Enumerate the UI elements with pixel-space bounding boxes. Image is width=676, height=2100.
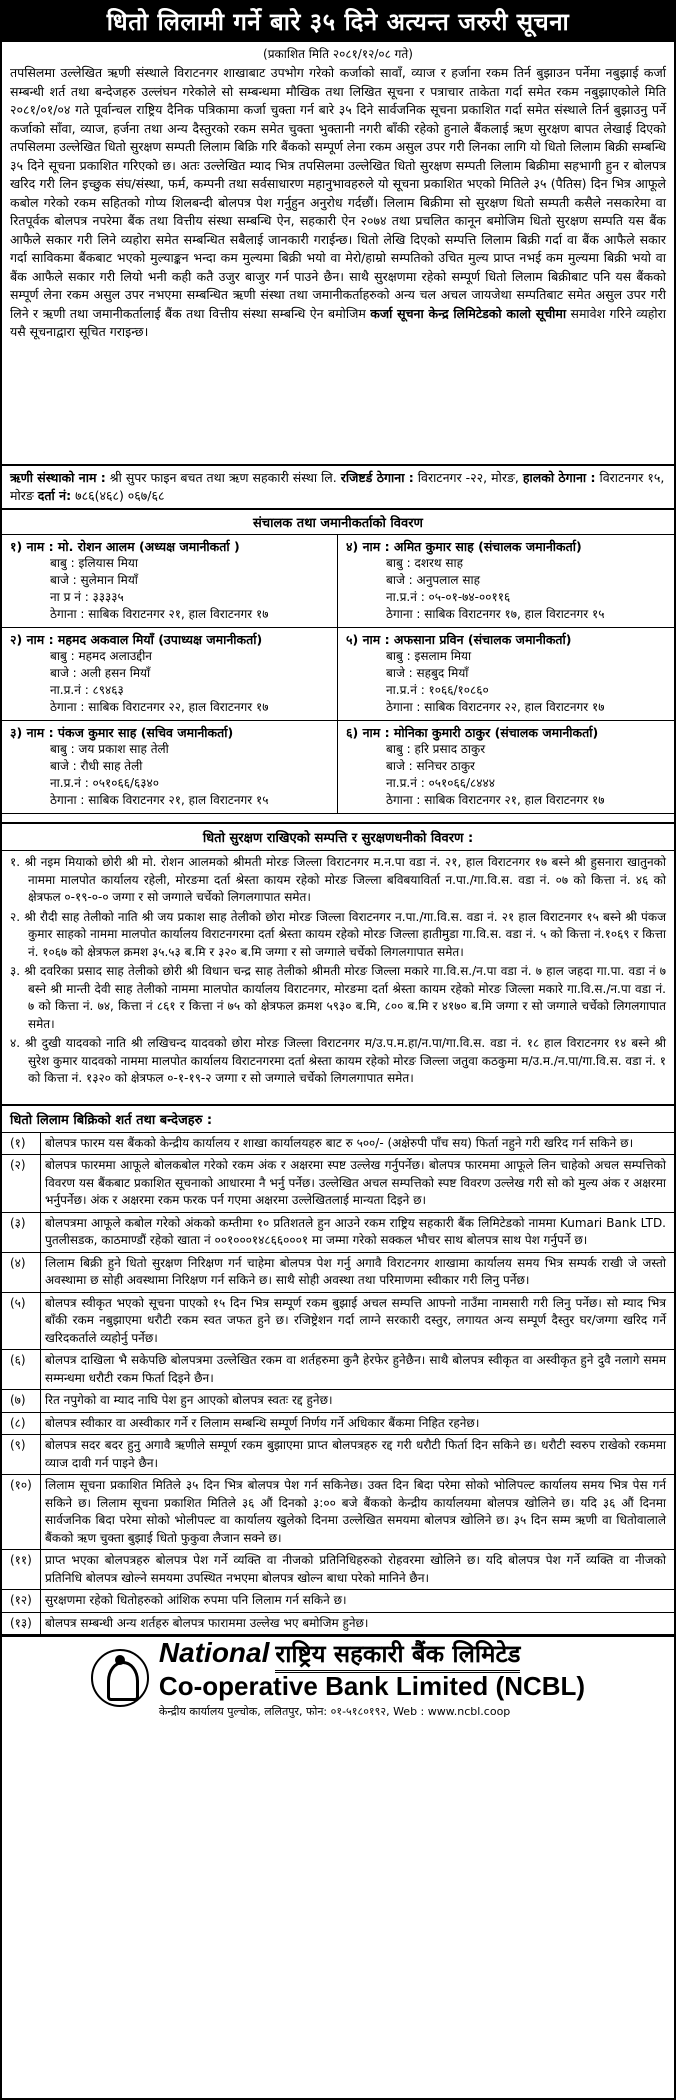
condition-number: (१०) xyxy=(10,1478,32,1492)
condition-number: (९) xyxy=(10,1438,26,1452)
brand-english-name: Co-operative Bank Limited (NCBL) xyxy=(158,1671,586,1701)
property-item: २. श्री रौदी साह तेलीको नाति श्री जय प्रकाश साह तेलीको छोरा मोरङ जिल्ला विराटनगर न.पा./गा.वि.स. वडा नं. २१ हाल विराटनगर १५ बस्ने श्री पंकज कुमार साहको नाममा मालपोत कार्यालय विराटनगरमा दर्ता श्रेस्ता कायम रहेको मोरङ जिल्ला हातीमुडा गा.वि.स. वडा नं. ५ को कित्ता नं.१०६९ र कित्ता नं. १०६७ को क्षेत्रफल क्रमश ३५.५३ ब.मि र ३२० ब.मि जग्गा र सो जग्गाले चर्चेको लिगलगापात समेत। xyxy=(10,909,666,959)
guarantor-section-title: संचालक तथा जमानीकर्ताको विवरण xyxy=(2,508,674,535)
condition-item xyxy=(2,1590,674,1613)
guarantor-father: बाबु : महमद अलाउद्दीन xyxy=(50,649,152,663)
borrower-darta-label: दर्ता नं: xyxy=(37,488,72,503)
condition-text: बोलपत्र दाखिला भै सकेपछि बोलपत्रमा उल्लेखित रकम वा शर्तहरुमा कुनै हेरफेर हुनेछैन। साथै बोलपत्र स्वीकृत वा अस्वीकृत हुने दुवै नलागे समम सम्मन्धमा धरौटी रकम फिर्ता दिइने छैन। xyxy=(40,1350,674,1389)
guarantor-name: ४) नाम : अमित कुमार साह (संचालक जमानीकर्ता) xyxy=(346,539,582,554)
condition-text: बोलपत्र स्वीकृत भएको सूचना पाएको १५ दिन भित्र सम्पूर्ण रकम बुझाई अचल सम्पत्ति आफ्नो नाउँमा नामसारी गरी लिनु पर्नेछ। सो म्याद भित्र बाँकी रकम नबुझाएमा धरौटी रकम स्वत जफत हुने छ। रजिष्ट्रेशन गर्दा लाग्ने सरकारी दस्तुर, लगायत अन्य सम्पूर्ण दैस्तुर घर/जग्गा खरिद गर्ने खरिदकर्ताले व्यहोर्नु पर्नेछ। xyxy=(40,1293,674,1350)
condition-text: लिलाम बिक्री हुने धितो सुरक्षण निरिक्षण गर्न चाहेमा बोलपत्र पेश गर्नु अगावै विराटनगर शाखामा कार्यालय समय भित्र सम्पर्क राखी जे जस्तो अवस्थामा छ सोही अवस्थामा निरिक्षण गर्न सकिने छ। साथै सोही अवस्था तथा परिमाणमा स्वीकार गरी लिनु पर्नेछ। xyxy=(40,1253,674,1292)
guarantor-father: बाबु : दशरथ साह xyxy=(386,556,463,570)
condition-number: (४) xyxy=(10,1255,26,1270)
bank-footer xyxy=(2,1635,674,1719)
condition-text: सुरक्षणमा रहेको धितोहरुको आंशिक रुपमा पनि लिलाम गर्न सकिने छ। xyxy=(40,1590,674,1612)
condition-item xyxy=(2,1475,674,1550)
condition-text: बोलपत्रमा आफूले कबोल गरेको अंकको कम्तीमा १० प्रतिशतले हुन आउने रकम राष्ट्रिय सहकारी बैंक लिमिटेडको नाममा Kumari Bank LTD. पुतलीसडक, काठमाण्डौं रहेको खाता नं ००१०००१४८६६०००१ मा जम्मा गरेको सक्कल भौचर साथ बोलपत्र साथ पेश गर्नुपर्ने छ। xyxy=(40,1213,674,1252)
brand-national: National xyxy=(158,1637,270,1668)
conditions-list xyxy=(2,1133,674,1636)
property-section-title: धितो सुरक्षण राखिएको सम्पत्ति र सुरक्षणधनीको विवरण : xyxy=(2,824,674,851)
guarantor-citizenship: ना.प्र.नं : ०५१०६६/६३४० xyxy=(50,776,160,790)
guarantor-address: ठेगाना : साबिक विराटनगर १७, हाल विराटनगर १५ xyxy=(386,607,605,621)
condition-text: बोलपत्र सदर बदर हुनु अगावै ऋणीले सम्पूर्ण रकम बुझाएमा प्राप्त बोलपत्रहरु रद्द गरी धरौटी फिर्ता दिन सकिने छ। धरौटी स्वरुप राखेको रकममा व्याज दावी गर्न पाइने छैन। xyxy=(40,1435,674,1474)
borrower-reg-label: रजिष्टर्ड ठेगाना : xyxy=(340,470,414,485)
guarantor-address: ठेगाना : साबिक विराटनगर २१, हाल विराटनगर १७ xyxy=(50,607,269,621)
guarantor-grandfather: बाजे : सहबुद मियाँ xyxy=(386,666,469,680)
condition-text: बोलपत्र सम्बन्धी अन्य शर्तहरु बोलपत्र फाराममा उल्लेख भए बमोजिम हुनेछ। xyxy=(40,1613,674,1635)
condition-text: बोलपत्र फारममा आफूले बोलकबोल गरेको रकम अंक र अक्षरमा स्पष्ट उल्लेख गर्नुपर्नेछ। बोलपत्र फारममा आफूले लिन चाहेको अचल सम्पत्तिको विवरण यस बैंकबाट प्रकाशित सूचनाको आधारमा नै भर्नु पर्नेछ। उल्लेखित अचल सम्पत्तिको स्पष्ट विवरण उल्लेख गरी सो को मुल्य अंक र अक्षरमा भर्नुपर्नेछ। अंक र अक्षरमा रकम फरक पर्न गएमा अक्षरमा उल्लेखितलाई मान्यता दिइने छ। xyxy=(40,1155,674,1212)
condition-text: बोलपत्र फारम यस बैंकको केन्द्रीय कार्यालय र शाखा कार्यालयहरु बाट रु ५००/- (अक्षेरुपी पाँच सय) फिर्ता नहुने गरी खरिद गर्न सकिने छ। xyxy=(40,1133,674,1155)
condition-text: बोलपत्र स्वीकार वा अस्वीकार गर्ने र लिलाम सम्बन्धि सम्पूर्ण निर्णय गर्ने अधिकार बैंकमा निहित रहनेछ। xyxy=(40,1413,674,1435)
property-list xyxy=(2,851,674,1096)
guarantor-address: ठेगाना : साबिक विराटनगर २२, हाल विराटनगर १७ xyxy=(386,700,605,714)
borrower-cur-label: हालको ठेगाना : xyxy=(522,470,596,485)
borrower-name: श्री सुपर फाइन बचत तथा ऋण सहकारी संस्था लि. xyxy=(109,470,337,485)
guarantor-address: ठेगाना : साबिक विराटनगर २१, हाल विराटनगर १५ xyxy=(50,793,269,807)
borrower-label: ऋणी संस्थाको नाम : xyxy=(10,470,106,485)
condition-item xyxy=(2,1413,674,1436)
guarantor-citizenship: ना प्र नं : ३३३३५ xyxy=(50,590,124,604)
guarantor-name: ६) नाम : मोनिका कुमारी ठाकुर (संचालक जमानीकर्ता) xyxy=(346,725,599,740)
condition-item xyxy=(2,1213,674,1253)
borrower-darta: ७८६(४६८) ०६७/६८ xyxy=(75,488,165,503)
guarantor-card xyxy=(2,628,338,721)
condition-item xyxy=(2,1133,674,1156)
guarantor-citizenship: ना.प्र.नं : ०५-०१-७४-००११६ xyxy=(386,590,511,604)
guarantor-father: बाबु : जय प्रकाश साह तेली xyxy=(50,742,169,756)
spacer xyxy=(2,1096,674,1104)
guarantor-card xyxy=(2,721,338,814)
intro-tail: समावेश गरिने व्यहोरा यसै सूचनाद्वारा सूचित गराइन्छ। xyxy=(10,305,667,339)
condition-text: लिलाम सूचना प्रकाशित मितिले ३५ दिन भित्र बोलपत्र पेश गर्न सकिनेछ। उक्त दिन बिदा परेमा सोको भोलिपल्ट कार्यालय समय भित्र पेस गर्न सकिने छ। लिलाम सूचना प्रकाशित मितिले ३६ औं दिनको ३:०० बजे बैंकको केन्द्रीय कार्यालयमा बोलपत्र खोलिने छ। यदि ३६ औं दिनमा सार्वजनिक बिदा परेमा सोको भोलीपल्ट वा कार्यालय खुलेको दिनमा उल्लेखित समयमा बोलपत्र खोलिने छ। ३५ दिन सम्म ऋणी वा धितोवालाले बैंकको ऋण चुक्ता बुझाई धितो फुकुवा लैजान सक्ने छ। xyxy=(40,1475,674,1549)
published-date: (प्रकाशित मिति २०८१/१२/०८ गते) xyxy=(263,47,413,61)
guarantor-grid xyxy=(2,535,674,814)
condition-number: (११) xyxy=(10,1553,32,1567)
guarantor-grandfather: बाजे : अली हसन मियाँ xyxy=(50,666,151,680)
intro-body: तपसिलमा उल्लेखित ऋणी संस्थाले विराटनगर शाखाबाट उपभोग गरेको कर्जाको सावाँ, व्याज र हर्जाना रकम तिर्न बुझाउन पर्नेमा नबुझाई कर्जा सम्बन्धी शर्त तथा बन्देजहरु उल्लंघन गरेकोले सो सम्बन्धमा मौखिक तथा लिखित सूचना र पत्राचार ताकेता गर्दा समेत रकम नबुझाएकोले मिति २०८१/०१/०४ गते पूर्वान्चल राष्ट्रिय दैनिक पत्रिकामा कर्जा चुक्ता गर्न बारे ३५ दिने सार्वजनिक सूचना प्रकाशित गर्दा समेत संस्थाले तिर्न बुझाउनु पर्ने कर्जाको साँवा, व्याज, हर्जना तथा अन्य दैस्तुरको रकम समेत चुक्ता भुक्तानी नगरी बाँकी रहेको हुनाले बैंकलाई ऋण सुरक्षण बापत लेखाई दिएको तपसिलमा उल्लेखित धितो सुरक्षण सम्पती लिलाम बिक्रि गरि बैंकको सम्पूर्ण लेना रकम असुल उपर गरी लिनका लागि यो धितो लिलाम बिक्री सम्बन्धि ३५ दिने सूचना प्रकाशित गरिएको छ। अतः उल्लेखित म्याद भित्र तपसिलमा उल्लेखित धितो सुरक्षण सम्पती लिलाम बिक्रीमा सहभागी हुन र बोलपत्र खरिद गरी लिन इच्छुक संघ/संस्था, फर्म, कम्पनी तथा सर्वसाधारण महानुभावहरुले यो सूचना प्रकाशित भएको मितिले ३५ (पैतिस) दिन भित्र आफूले कबोल गरेको रकम सहितको गोप्य शिलबन्दी बोलपत्र पेश गर्नुहुन अनुरोध गर्दछौं। लिलाम बिक्रीमा सो सुरक्षण धितो सम्पती कसैले नसकारेमा वा रितपूर्वक बोलपत्र नपरेमा बैंक तथा वित्तीय संस्था सम्बन्धि ऐन, सहकारी ऐन २०७४ तथा प्रचलित कानून बमोजिम धितो सुरक्षण सम्पति यस बैंक आफैले सकार गरी लिने व्यहोरा समेत सम्बन्धित सबैलाई जानकारी गराईन्छ। धितो लेखि दिएको सम्पत्ति लिलाम बिक्री गर्दा वा बैंक आफैले सकार गर्दा साविकमा बैंकबाट भएको मुल्याङ्कन भन्दा कम मुल्यमा बिक्री भयो वा मेरो/हाम्रो सम्पतिको उचित मुल्य प्राप्त नभई कम मुल्यमा बिक्री भयो वा बैंक आफैले सकार गरी लियो भनी कही कतै उजुर बाजुर गर्न पाउने छैन। साथै सुरक्षणमा रहेको सम्पूर्ण धितो लिलाम बिक्रीबाट पनि यस बैंकको सम्पूर्ण लेना रकम असुल उपर नभएमा सम्बन्धित ऋणी संस्था तथा जमानीकर्ताहरुको अन्य चल अचल जायजेथा सम्पतिबाट समेत असुल उपर गरी लिने र ऋणी तथा जमानीकर्तालाई बैंक तथा वित्तीय संस्था सम्बन्धि ऐन बमोजिम xyxy=(10,65,666,321)
guarantor-name: ५) नाम : अफसाना प्रविन (संचालक जमानीकर्ता) xyxy=(346,632,572,647)
bank-logo-icon xyxy=(91,1649,149,1707)
condition-number: (३) xyxy=(10,1215,26,1230)
property-item: ३. श्री दवरिका प्रसाद साह तेलीको छोरी श्री विधान चन्द्र साह तेलीको श्रीमती मोरङ जिल्ला मकारे गा.वि.स./न.पा वडा नं. ७ हाल जहदा गा.पा. वडा नं ७ बस्ने श्री मान्ती देवी साह तेलीको नाममा मालपोत कार्यालय विराटनगर, मोरङमा दर्ता श्रेस्ता कायम रहेको मोरङ जिल्ला मकारे गा.वि.स./न.पा वडा नं. ७ को कित्ता नं. ७४, कित्ता नं ८६१ र कित्ता नं ७५ को क्षेत्रफल क्रमश ५९३० ब.मि, ८०० ब.मि र ४१७० ब.मि जग्गा र सो जग्गाले चर्चेको लिगलगापात समेत। xyxy=(10,964,666,1031)
guarantor-address: ठेगाना : साबिक विराटनगर २१, हाल विराटनगर १७ xyxy=(386,793,605,807)
borrower-info xyxy=(2,464,674,508)
condition-text: रित नपुगेको वा म्याद नाघि पेश हुन आएको बोलपत्र स्वतः रद्द हुनेछ। xyxy=(40,1390,674,1412)
condition-number: (१) xyxy=(10,1135,26,1150)
condition-item xyxy=(2,1613,674,1636)
brand-line xyxy=(159,1637,585,1673)
conditions-title: धितो लिलाम बिक्रिको शर्त तथा बन्देजहरु : xyxy=(2,1106,674,1133)
guarantor-card xyxy=(2,535,338,628)
guarantor-name: ३) नाम : पंकज कुमार साह (सचिव जमानीकर्ता) xyxy=(10,725,234,740)
guarantor-father: बाबु : इसलाम मिया xyxy=(386,649,472,663)
condition-number: (१२) xyxy=(10,1593,32,1607)
condition-number: (२) xyxy=(10,1158,26,1172)
conditions-section xyxy=(2,1104,674,1636)
guarantor-grandfather: बाजे : अनुपलाल साह xyxy=(386,573,480,587)
brand-nepali-name: राष्ट्रिय सहकारी बैंक लिमिटेड xyxy=(275,1637,520,1673)
guarantor-citizenship: ना.प्र.नं : ८९४६३ xyxy=(50,683,124,697)
guarantor-grandfather: बाजे : सनिचर ठाकुर xyxy=(386,759,475,773)
intro-paragraph xyxy=(2,64,674,464)
guarantor-father: बाबु : इलियास मिया xyxy=(50,556,138,570)
condition-item xyxy=(2,1350,674,1390)
notice-title: धितो लिलामी गर्ने बारे ३५ दिने अत्यन्त जरुरी सूचना xyxy=(2,2,674,42)
borrower-reg-addr: विराटनगर -२२, मोरङ, xyxy=(417,470,519,485)
condition-item xyxy=(2,1155,674,1213)
condition-item xyxy=(2,1293,674,1351)
condition-item xyxy=(2,1435,674,1475)
condition-number: (८) xyxy=(10,1415,26,1430)
intro-bold: कर्जा सूचना केन्द्र लिमिटेडको कालो सूचीमा xyxy=(370,305,567,321)
guarantor-citizenship: ना.प्र.नं : १०६६/१०८६० xyxy=(386,683,489,697)
condition-item xyxy=(2,1253,674,1293)
guarantor-citizenship: ना.प्र.नं : ०५१०६६/८४४४ xyxy=(386,776,496,790)
property-item: १. श्री नइम मियाको छोरी श्री मो. रोशन आलमको श्रीमती मोरङ जिल्ला विराटनगर म.न.पा वडा नं. २१, हाल विराटनगर १७ बस्ने श्री हुसनारा खातुनको नाममा मालपोत कार्यालय रहेली, मोरङमा दर्ता श्रेस्ता कायम रहेको मोरङ जिल्ला बविबयाविर्ता न.पा./गा.वि.स. वडा नं. ०७ को कित्ता नं. ४६ को क्षेत्रफल ०-१९-०-० जग्गा र सो जग्गाले चर्चेको लिगलगापात समेत। xyxy=(10,855,666,904)
property-item: ४. श्री दुखी यादवको नाति श्री लखिचन्द यादवको छोरा मोरङ जिल्ला विराटनगर म/उ.प.म.हा/न.पा/गा.वि.स. वडा नं. १८ हाल विराटनगर १४ बस्ने श्री सुरेश कुमार यादवको नाममा मालपोत कार्यालय विराटनगरमा दर्ता श्रेस्ता कायम रहेको मोरङ जिल्ला जतुवा कठकुमा म/उ.म./न.पा/गा.वि.स. वडा नं. १ को कित्ता नं. १३२० को क्षेत्रफल ०-१-१९-२ जग्गा र सो जग्गाले चर्चेको लिगलगापात समेत। xyxy=(10,1036,666,1085)
condition-item xyxy=(2,1390,674,1413)
guarantor-father: बाबु : हरि प्रसाद ठाकुर xyxy=(386,742,486,756)
bank-address: केन्द्रीय कार्यालय पुल्चोक, ललितपुर, फोन: ०१-५१८०१९२, Web : www.ncbl.coop xyxy=(158,1705,511,1718)
condition-number: (५) xyxy=(10,1295,26,1310)
property-section xyxy=(2,822,674,1096)
guarantor-grandfather: बाजे : रौधी साह तेली xyxy=(50,759,143,773)
guarantor-address: ठेगाना : साबिक विराटनगर २२, हाल विराटनगर १७ xyxy=(50,700,269,714)
condition-item xyxy=(2,1550,674,1590)
bank-brand xyxy=(159,1637,585,1719)
spacer xyxy=(2,814,674,822)
guarantor-name: २) नाम : महमद अकवाल मियाँ (उपाध्यक्ष जमानीकर्ता) xyxy=(10,632,263,647)
guarantor-name: १) नाम : मो. रोशन आलम (अध्यक्ष जमानीकर्ता ) xyxy=(10,539,240,554)
condition-text: प्राप्त भएका बोलपत्रहरु बोलपत्र पेश गर्ने व्यक्ति वा नीजको प्रतिनिधिहरुको रोहवरमा खोलिने छ। यदि बोलपत्र पेश गर्ने व्यक्ति वा नीजको प्रतिनिधि बोलपत्र खोल्ने समयमा उपस्थित नभएमा बोलपत्र खोल्न बाधा परेको मानिने छैन। xyxy=(40,1550,674,1589)
borrower-cur-addr: विराटनगर १५, मोरङ xyxy=(10,470,665,503)
condition-number: (१३) xyxy=(10,1615,32,1630)
condition-number: (७) xyxy=(10,1393,26,1407)
guarantor-card xyxy=(338,535,674,628)
guarantor-grandfather: बाजे : सुलेमान मियाँ xyxy=(50,573,138,587)
condition-number: (६) xyxy=(10,1353,26,1367)
guarantor-card xyxy=(338,628,674,721)
guarantor-card xyxy=(338,721,674,814)
